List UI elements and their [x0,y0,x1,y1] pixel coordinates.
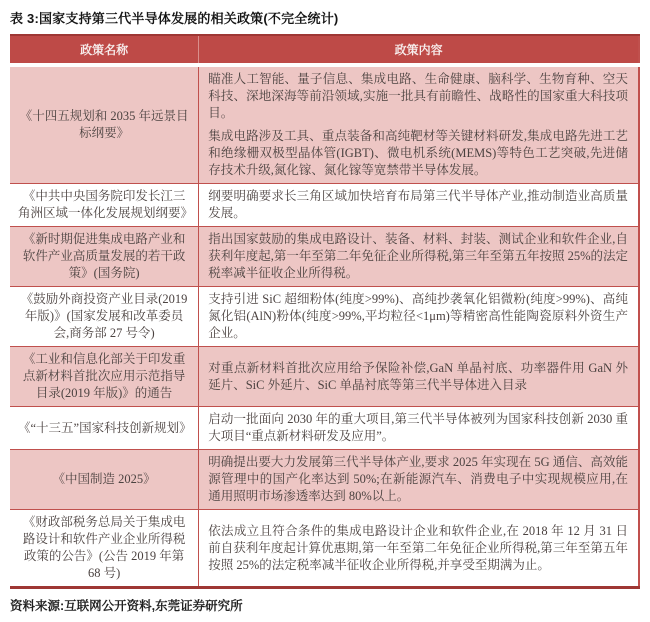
policy-name-cell: 《中国制造 2025》 [10,450,199,510]
policy-content-cell [199,510,639,588]
policy-name-cell: 《鼓励外商投资产业目录(2019 年版)》(国家发展和改革委员会,商务部 27 号令) [10,287,199,347]
policy-content-paragraph: 集成电路涉及工具、重点装备和高纯靶材等关键材料研发,集成电路先进工艺和绝缘栅双极型晶体管(IGBT)、微电机系统(MEMS)等特色工艺突破,先进储存技术升级,氮化镓、氮化镓等宽禁带半导体发展。 [208,129,628,177]
policy-content-cell [199,450,639,510]
policy-name-cell: 《工业和信息化部关于印发重点新材料首批次应用示范指导目录(2019 年版)》的通告 [10,347,199,407]
policy-content-cell [199,184,639,227]
policy-name-cell: 《“十三五”国家科技创新规划》 [10,407,199,450]
table-row [10,347,639,407]
policy-name-cell: 《新时期促进集成电路产业和软件产业高质量发展的若干政策》(国务院) [10,227,199,287]
policy-table-body [10,65,639,588]
policy-content-paragraph: 瞄准人工智能、量子信息、集成电路、生命健康、脑科学、生物育种、空天科技、深地深海等前沿领域,实施一批具有前瞻性、战略性的国家重大科技项目。 [208,72,628,120]
policy-content-paragraph: 对重点新材料首批次应用给予保险补偿,GaN 单晶衬底、功率器件用 GaN 外延片、SiC 外延片、SiC 单晶衬底等第三代半导体进入目录 [208,360,628,392]
table-title: 表 3:国家支持第三代半导体发展的相关政策(不完全统计) [10,11,339,26]
policy-name-cell: 《财政部税务总局关于集成电路设计和软件产业企业所得税政策的公告》(公告 2019 年第 68 号) [10,510,199,588]
header-cell-policy-content: 政策内容 [199,35,639,65]
table-row [10,450,639,510]
policy-content-cell [199,347,639,407]
table-header [10,35,639,65]
table-row [10,184,639,227]
policy-content-paragraph: 支持引进 SiC 超细粉体(纯度>99%)、高纯抄袭氧化铝微粉(纯度>99%)、高纯氮化铝(AlN)粉体(纯度>99%,平均粒径<1μm)等精密高性能陶瓷原料外资生产企业。 [208,292,628,340]
table-row [10,65,639,184]
table-row [10,510,639,588]
policy-content-cell [199,287,639,347]
policy-table [10,34,640,589]
policy-content-paragraph: 明确提出要大力发展第三代半导体产业,要求 2025 年实现在 5G 通信、高效能源管理中的国产化率达到 50%;在新能源汽车、消费电子中实现规模应用,在通用照明市场渗透率达到 80%以上。 [208,455,628,503]
table-row [10,407,639,450]
table-row [10,227,639,287]
header-row [10,35,639,65]
policy-name-cell: 《十四五规划和 2035 年远景目标纲要》 [10,65,199,184]
policy-content-paragraph: 启动一批面向 2030 年的重大项目,第三代半导体被列为国家科技创新 2030 重大项目“重点新材料研发及应用”。 [208,412,628,443]
policy-content-paragraph: 纲要明确要求长三角区域加快培育布局第三代半导体产业,推动制造业高质量发展。 [208,189,628,220]
policy-content-cell [199,227,639,287]
policy-content-cell [199,407,639,450]
policy-content-paragraph: 依法成立且符合条件的集成电路设计企业和软件企业,在 2018 年 12 月 31 日前自获利年度起计算优惠期,第一年至第二年免征企业所得税,第三年至第五年按照 25%的法定税率减半征收企业所得税,并享受至期满为止。 [208,523,628,572]
header-cell-policy-name: 政策名称 [10,35,199,65]
policy-content-cell [199,65,639,184]
policy-name-cell: 《中共中央国务院印发长江三角洲区域一体化发展规划纲要》 [10,184,199,227]
table-row [10,287,639,347]
source-note: 资料来源:互联网公开资料,东莞证券研究所 [10,599,243,613]
policy-content-paragraph: 指出国家鼓励的集成电路设计、装备、材料、封装、测试企业和软件企业,自获利年度起,第一年至第二年免征企业所得税,第三年至第五年按照 25%的法定税率减半征收企业所得税。 [208,232,628,280]
